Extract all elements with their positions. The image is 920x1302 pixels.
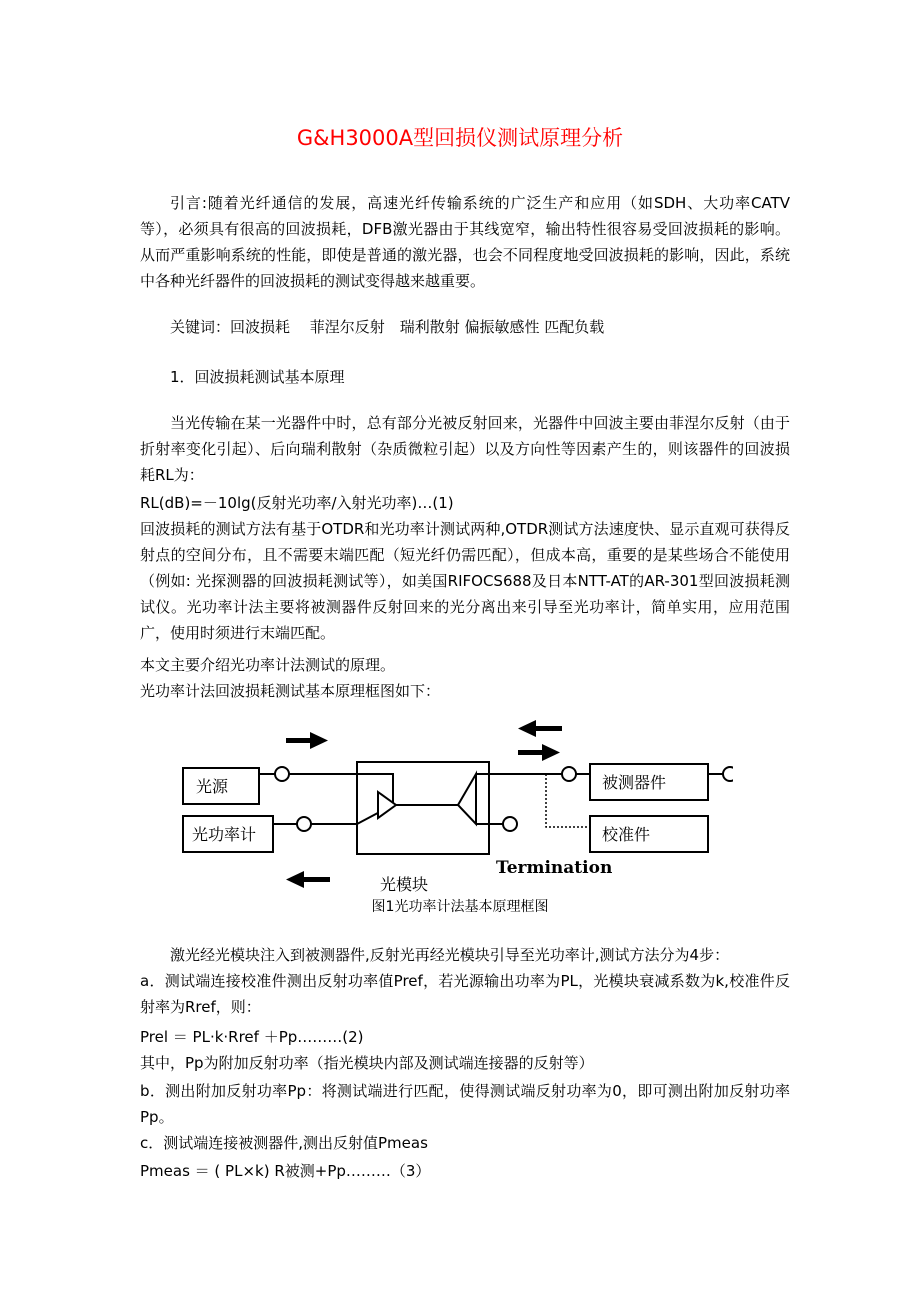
optical-module-label: 光模块	[380, 875, 429, 894]
arrow-left-icon	[286, 871, 330, 888]
connector-icon	[503, 817, 517, 831]
intro-method-line: 本文主要介绍光功率计法测试的原理。	[140, 656, 396, 674]
light-source-label: 光源	[196, 777, 229, 796]
document-title: G&H3000A型回损仪测试原理分析	[296, 126, 624, 150]
step-a: a．测试端连接校准件测出反射功率值Pref，若光源输出功率为PL，光模块衰减系数为k,校准件反射率为Rref，则：	[140, 972, 790, 1016]
arrow-right-icon	[286, 732, 328, 749]
methods-paragraph: 回波损耗的测试方法有基于OTDR和光功率计测试两种,OTDR测试方法速度快、显示直观可获得反射点的空间分布，且不需要末端匹配（短光纤仍需匹配），但成本高，重要的是某些场合不能使用（例如: 光探测器的回波损耗测试等），如美国RIFOCS688及日本NTT-AT的AR-301型回波损耗测试仪。光功率计法主要将被测器件反射回来的光分离出来引导至光功率计，简单实用，应用范围广，使用时须进行末端匹配。	[140, 520, 790, 642]
power-meter-label: 光功率计	[192, 825, 257, 844]
principle-paragraph: 当光传输在某一光器件中时，总有部分光被反射回来，光器件中回波主要由菲涅尔反射（由于折射率变化引起）、后向瑞利散射（杂质微粒引起）以及方向性等因素产生的，则该器件的回波损耗RL为：	[140, 414, 790, 484]
connector-icon	[723, 767, 733, 781]
connector-icon	[297, 817, 311, 831]
keywords: 关键词：回波损耗 菲涅尔反射 瑞利散射 偏振敏感性 匹配负载	[170, 318, 605, 336]
diagram-intro-line: 光功率计法回波损耗测试基本原理框图如下：	[140, 682, 441, 700]
additional-reflection-note: 其中，Pp为附加反射功率（指光模块内部及测试端连接器的反射等）	[140, 1054, 594, 1072]
equation-2: Prel ＝ PL·k·Rref ＋Pp………(2)	[140, 1028, 364, 1046]
calibration-box	[590, 816, 708, 852]
arrow-left-icon	[518, 720, 562, 737]
connector-icon	[275, 767, 289, 781]
figure-caption: 图1光功率计法基本原理框图	[371, 899, 549, 915]
dut-label: 被测器件	[602, 773, 667, 792]
dut-box	[590, 764, 708, 800]
optical-module-box	[357, 762, 489, 854]
light-source-box	[183, 768, 259, 804]
block-diagram	[178, 712, 733, 897]
intro-paragraph: 引言:随着光纤通信的发展，高速光纤传输系统的广泛生产和应用（如SDH、大功率CATV等），必须具有很高的回波损耗，DFB激光器由于其线宽窄，输出特性很容易受回波损耗的影响。从而严重影响系统的性能，即使是普通的激光器，也会不同程度地受回波损耗的影响，因此，系统中各种光纤器件的回波损耗的测试变得越来越重要。	[140, 194, 790, 290]
arrow-right-icon	[518, 744, 560, 761]
termination-label: Termination	[496, 858, 613, 878]
equation-1: RL(dB)=－10lg(反射光功率/入射光功率)…(1)	[140, 494, 454, 512]
step-b: b．测出附加反射功率Pp：将测试端进行匹配，使得测试端反射功率为0，即可测出附加反射功率Pp。	[140, 1082, 790, 1126]
calibration-label: 校准件	[602, 825, 651, 844]
step-c: c．测试端连接被测器件,测出反射值Pmeas	[140, 1134, 428, 1152]
equation-3: Pmeas ＝ ( PL×k) R被测+Pp………（3）	[140, 1162, 431, 1180]
connector-icon	[562, 767, 576, 781]
power-meter-box	[183, 816, 273, 852]
steps-intro: 激光经光模块注入到被测器件,反射光再经光模块引导至光功率计,测试方法分为4步：	[170, 946, 730, 964]
section-heading-1: 1．回波损耗测试基本原理	[170, 368, 345, 386]
